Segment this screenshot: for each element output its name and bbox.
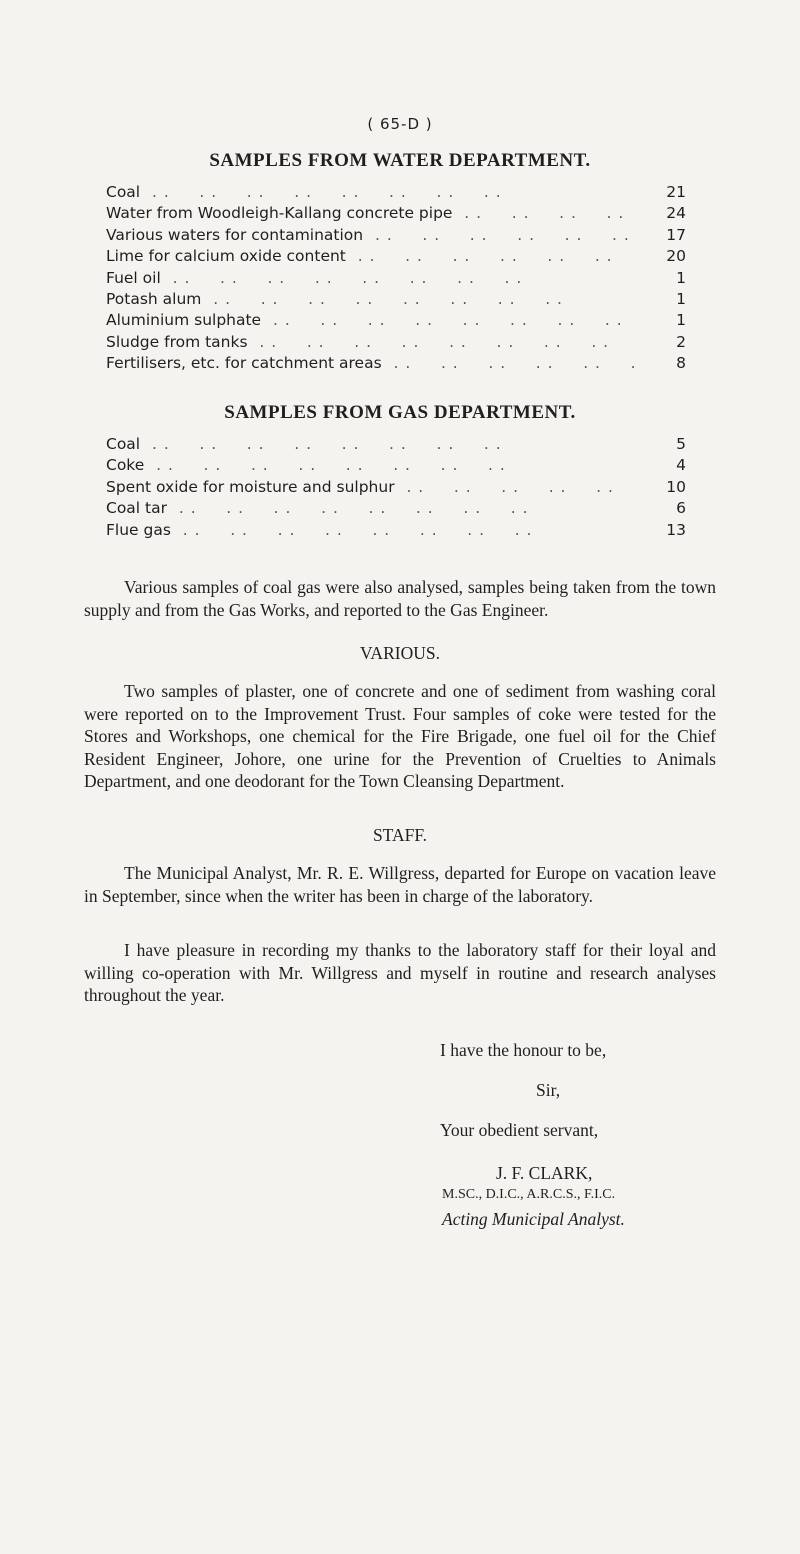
- water-sample-row-label: Lime for calcium oxide content . .: [106, 246, 642, 267]
- water-sample-row-count: 17: [666, 225, 686, 244]
- water-sample-row-label: Various waters for contamination . .: [106, 225, 642, 246]
- gas-sample-row-count: 10: [666, 477, 686, 496]
- gas-sample-row-count: 6: [676, 499, 686, 518]
- water-sample-row-label: Fertilisers, etc. for catchment areas . .: [106, 353, 642, 374]
- page-number: ( 65-D ): [367, 115, 433, 133]
- water-sample-row-count: 21: [666, 183, 686, 201]
- water-sample-row-label: Water from Woodleigh-Kallang concrete pipe . .: [106, 203, 642, 224]
- various-heading: VARIOUS.: [360, 643, 440, 663]
- gas-sample-row-label: Flue gas . .: [106, 520, 642, 541]
- various-paragraph: Two samples of plaster, one of concrete and one of sediment from washing coral were reported on to the Improvement Trust. Four samples of coke were tested for the Stores and Workshops, one chemical for the Fire Brigade, one fuel oil for the Chief Resident Engineer, Johore, one urine for the Prevention of Cruelties to Animals Department, and one deodorant for the Town Cleansing Department.: [84, 681, 716, 792]
- signatory-qualifications: M.SC., D.I.C., A.R.C.S., F.I.C.: [442, 1187, 616, 1202]
- water-sample-row-count: 24: [666, 204, 686, 223]
- water-sample-row: [106, 203, 686, 224]
- water-department-heading: SAMPLES FROM WATER DEPARTMENT.: [209, 150, 591, 171]
- water-sample-row: [106, 289, 686, 310]
- gas-sample-row: [106, 498, 686, 519]
- water-sample-row-count: 2: [676, 332, 686, 351]
- staff-paragraph-1: The Municipal Analyst, Mr. R. E. Willgress, departed for Europe on vacation leave in September, since when the writer has been in charge of the laboratory.: [84, 863, 716, 906]
- gas-sample-row-label: Coke . .: [106, 455, 642, 476]
- water-sample-row: [106, 246, 686, 267]
- staff-heading: STAFF.: [372, 825, 428, 845]
- water-sample-row: [106, 310, 686, 331]
- water-sample-row: [106, 182, 686, 203]
- gas-sample-row: [106, 477, 686, 498]
- gas-department-heading: SAMPLES FROM GAS DEPARTMENT.: [224, 402, 576, 423]
- signatory-title: Acting Municipal Analyst.: [442, 1209, 625, 1229]
- gas-sample-row-label: Coal tar . .: [106, 498, 642, 519]
- gas-sample-row-count: 13: [666, 520, 686, 539]
- gas-sample-row-count: 5: [676, 435, 686, 453]
- water-sample-row-label: Fuel oil . .: [106, 268, 642, 289]
- water-sample-row: [106, 225, 686, 246]
- water-sample-row-label: Coal . .: [106, 182, 642, 203]
- water-sample-row-count: 20: [666, 247, 686, 266]
- water-sample-row-label: Aluminium sulphate . .: [106, 310, 642, 331]
- closing-line-honour: I have the honour to be,: [440, 1040, 607, 1060]
- water-sample-row: [106, 332, 686, 353]
- water-sample-row-label: Sludge from tanks . .: [106, 332, 642, 353]
- closing-line-sir: Sir,: [536, 1080, 561, 1100]
- gas-sample-row: [106, 434, 686, 455]
- signatory-name: J. F. CLARK,: [496, 1163, 593, 1183]
- gas-paragraph: Various samples of coal gas were also analysed, samples being taken from the town supply and from the Gas Works, and reported to the Gas Engineer.: [84, 577, 716, 620]
- gas-sample-row-count: 4: [676, 456, 686, 475]
- staff-paragraph-2: I have pleasure in recording my thanks to the laboratory staff for their loyal and willing co-operation with Mr. Willgress and myself in routine and research analyses throughout the year.: [84, 940, 716, 1006]
- water-sample-row-count: 8: [676, 354, 686, 373]
- water-sample-row-label: Potash alum . .: [106, 289, 642, 310]
- gas-sample-row-label: Spent oxide for moisture and sulphur . .: [106, 477, 642, 498]
- gas-samples-list: [106, 434, 686, 541]
- water-sample-row-count: 1: [676, 311, 686, 330]
- water-sample-row-count: 1: [676, 289, 686, 308]
- gas-sample-row: [106, 455, 686, 476]
- gas-sample-row: [106, 520, 686, 541]
- closing-line-servant: Your obedient servant,: [440, 1120, 599, 1140]
- water-sample-row: [106, 268, 686, 289]
- water-sample-row: [106, 353, 686, 374]
- water-samples-list: [106, 182, 686, 375]
- water-sample-row-count: 1: [676, 268, 686, 287]
- gas-sample-row-label: Coal . .: [106, 434, 642, 455]
